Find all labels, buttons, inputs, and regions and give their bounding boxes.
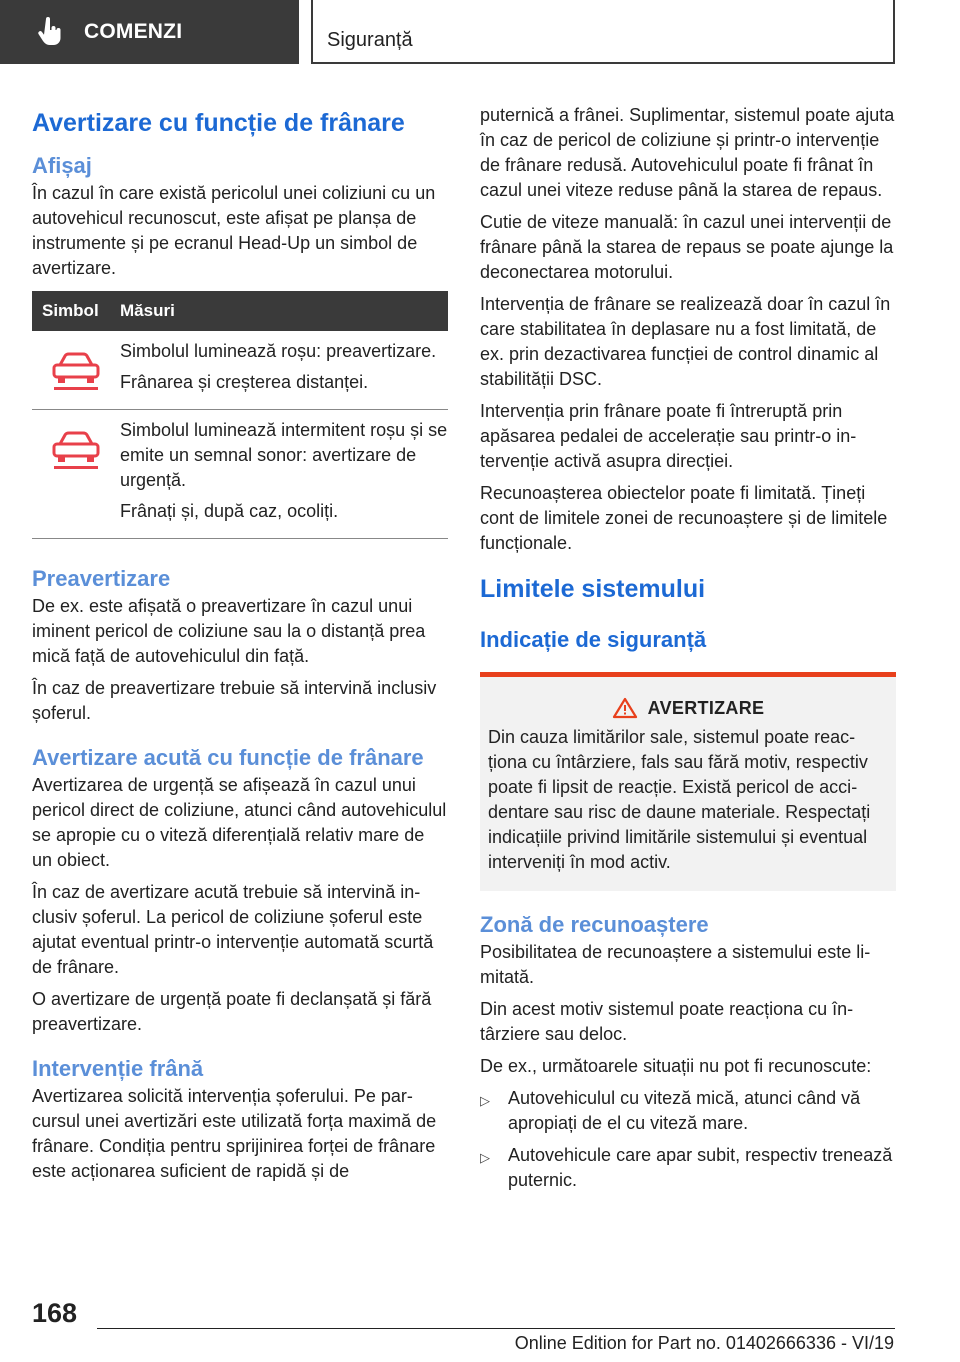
bullet-marker: ▷	[480, 1150, 490, 1165]
text-right-1: puternică a frânei. Suplimentar, sistemul poate ajuta în caz de pericol de coliziune și printr-o intervenție de frânare redusă. Autovehiculul poate fi frânat în cazul unei viteze reduse până la starea de repaus.	[480, 105, 895, 200]
bullet-marker: ▷	[480, 1093, 490, 1108]
symbol-table-header	[32, 291, 448, 331]
hand-pointer-icon	[38, 17, 64, 47]
col-header-symbol: Simbol	[42, 301, 99, 320]
table-row-line1: Simbolul luminează roșu: preavertizare.	[120, 341, 437, 361]
text-zona-2: Din acest motiv sistemul poate reacționa cu întârziere sau deloc.	[480, 999, 854, 1044]
car-warning-red-icon	[50, 351, 102, 393]
text-right-4: Intervenția prin frânare poate fi întreruptă prin apăsarea pedalei de accelerație sau printr-o intervenție activă asupra direcției.	[480, 401, 857, 471]
page-number: 168	[32, 1298, 78, 1328]
header-chapter-box	[311, 0, 895, 64]
text-right-5: Recunoașterea obiectelor poate fi limitată. Țineți cont de limitele zonei de recunoaștere și de limitele funcționale.	[480, 483, 888, 553]
heading-zona-recunoastere: Zonă de recunoaștere	[480, 912, 709, 937]
warning-box	[480, 672, 896, 891]
heading-avertizare-acuta: Avertizare acută cu funcție de frânare	[32, 745, 424, 770]
list-item-text: Autovehicule care apar subit, respectiv trenează puternic.	[508, 1145, 893, 1190]
text-zona-1: Posibilitatea de recunoaștere a sistemului este limitată.	[480, 942, 871, 987]
heading-preavertizare: Preavertizare	[32, 566, 171, 591]
warning-text: Din cauza limitărilor sale, sistemul poate reacționa cu întârziere, fals sau fără motiv, respectiv poate fi lipsit de reacție. Există pericol de accidentare sau risc de daune materiale. Respectați indicațiile privind limitările sistemului și eventual interveniți în mod activ.	[488, 727, 871, 872]
symbol-table	[32, 291, 448, 539]
section-title-brake-warning: Avertizare cu funcție de frânare	[32, 109, 405, 137]
warning-title: AVERTIZARE	[647, 697, 765, 718]
limitations-list	[480, 1086, 896, 1193]
heading-interventie-frana: Intervenție frână	[32, 1056, 204, 1081]
table-row	[32, 331, 448, 410]
warning-triangle-icon	[612, 697, 638, 719]
text-zona-3: De ex., următoarele situații nu pot fi recunoscute:	[480, 1056, 872, 1076]
table-row-line1: Simbolul luminează intermitent roșu și se emite un semnal sonor: avertizare de urgență.	[120, 420, 448, 490]
header-section-title: COMENZI	[84, 20, 183, 43]
text-right-2: Cutie de viteze manuală: în cazul unei intervenții de frânare până la starea de repaus se poate ajunge la deconectarea motorului.	[480, 212, 894, 282]
text-interventie-1: Avertizarea solicită intervenția șoferului. Pe parcursul unei avertizări este utilizată forța maximă de frânare. Condiția pentru sprijinirea forței de frânare este acționarea suficient de rapidă și de	[32, 1086, 437, 1181]
left-column	[32, 96, 448, 1191]
text-afisaj: În cazul în care există pericolul unei coliziuni cu un autovehicul recunoscut, este afișat pe planșa de instrumente și pe ecranul Head-Up un simbol de avertizare.	[32, 183, 436, 278]
car-warning-flashing-icon	[50, 430, 102, 472]
header-section-tab	[0, 0, 299, 64]
list-item	[480, 1143, 896, 1193]
text-acuta-3: O avertizare de urgență poate fi declanșată și fără preavertizare.	[32, 989, 432, 1034]
heading-afisaj: Afișaj	[32, 153, 92, 178]
footer-divider	[97, 1328, 895, 1329]
heading-indicatie-siguranta: Indicație de siguranță	[480, 627, 707, 652]
col-header-masuri: Măsuri	[120, 301, 175, 320]
text-preavertizare-2: În caz de preavertizare trebuie să intervină inclusiv șoferul.	[32, 678, 437, 723]
text-preavertizare-1: De ex. este afișată o preavertizare în cazul unui iminent pericol de coliziune sau la o distanță prea mică față de autovehiculul din față.	[32, 596, 426, 666]
table-row-line2: Frânați și, după caz, ocoliți.	[120, 501, 339, 521]
right-column	[480, 103, 896, 1200]
section-title-limitele-sistemului: Limitele sistemului	[480, 575, 706, 603]
table-row-line2: Frânarea și creșterea distanței.	[120, 372, 369, 392]
text-right-3: Intervenția de frânare se realizează doar în cazul în care stabilitatea în deplasare nu a fost limitată, de ex. prin dezactivarea funcției de control dinamic al stabilității DSC.	[480, 294, 891, 389]
text-acuta-1: Avertizarea de urgență se afișează în cazul unui pericol direct de coliziune, atunci când autovehiculul se apropie cu o viteză diferențială relativ mare de un obiect.	[32, 775, 447, 870]
header-chapter-title: Siguranță	[327, 29, 413, 51]
list-item-text: Autovehiculul cu viteză mică, atunci când vă apropiați de el cu viteză mare.	[508, 1088, 861, 1133]
list-item	[480, 1086, 896, 1136]
table-row	[32, 410, 448, 539]
text-acuta-2: În caz de avertizare acută trebuie să intervină inclusiv șoferul. La pericol de coliziune șoferul este ajutat eventual printr-o intervenție automată scurtă de frânare.	[32, 882, 434, 977]
footer-edition: Online Edition for Part no. 01402666336 - VI/19	[514, 1333, 894, 1353]
